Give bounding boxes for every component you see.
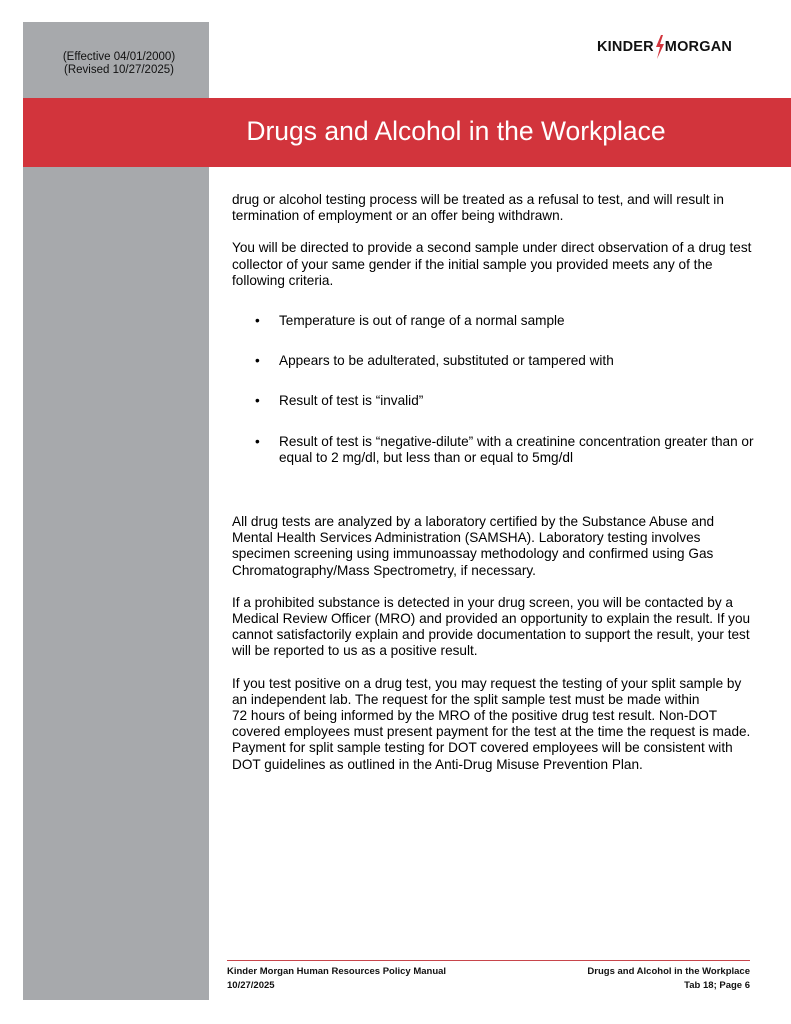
- list-item: • Result of test is “negative-dilute” with a creatinine concentration greater than or equal to 2 mg/dl, but less than or equal to 5mg/dl: [232, 434, 754, 466]
- paragraph-refusal: drug or alcohol testing process will be treated as a refusal to test, and will result in termination of employment or an offer being withdrawn.: [232, 192, 724, 224]
- footer-divider: [227, 960, 750, 961]
- sidebar-gray-band: [23, 22, 209, 1000]
- footer-page: Tab 18; Page 6: [684, 980, 750, 991]
- list-item: • Temperature is out of range of a normal sample: [232, 313, 754, 329]
- page-title: Drugs and Alcohol in the Workplace: [246, 116, 666, 146]
- logo-text-left: KINDER: [597, 39, 654, 55]
- footer-date: 10/27/2025: [227, 980, 275, 991]
- lightning-bolt-icon: [654, 35, 665, 59]
- split-sample-line2: 72 hours of being informed by the MRO of the positive drug test result. Non-DOT covered employees must present payment for the test at the time the request is made. Payment for split sample testing for DOT covered employees will be consistent with DOT guidelines as outlined in the Anti-Drug Misuse Prevention Plan.: [232, 708, 751, 772]
- effective-date: (Effective 04/01/2000): [62, 51, 176, 63]
- revised-date: (Revised 10/27/2025): [64, 64, 174, 76]
- paragraph-second-sample: You will be directed to provide a second sample under direct observation of a drug test collector of your same gender if the initial sample you provided meets any of the following criteria.: [232, 240, 752, 288]
- paragraph-split-sample: [232, 676, 754, 773]
- paragraph-laboratory: All drug tests are analyzed by a laboratory certified by the Substance Abuse and Mental Health Services Administration (SAMSHA). Laboratory testing involves specimen screening using immunoassay methodology and confirmed using Gas Chromatography/Mass Spectrometry, if necessary.: [232, 514, 715, 578]
- footer-section: Drugs and Alcohol in the Workplace: [587, 966, 750, 977]
- title-banner: [23, 98, 791, 167]
- split-sample-line1: If you test positive on a drug test, you may request the testing of your split sample by an independent lab. The request for the split sample test must be made within: [232, 675, 742, 707]
- effective-dates: [23, 51, 209, 77]
- list-item: • Result of test is “invalid”: [232, 393, 754, 409]
- company-logo: [597, 35, 747, 59]
- footer-manual: Kinder Morgan Human Resources Policy Manual: [227, 966, 447, 977]
- logo-text-right: MORGAN: [664, 39, 733, 55]
- paragraph-mro: If a prohibited substance is detected in your drug screen, you will be contacted by a Medical Review Officer (MRO) and provided an opportunity to explain the result. If you cannot satisfactorily explain and provide documentation to support the result, your test will be reported to us as a positive result.: [232, 594, 751, 659]
- policy-content: [232, 192, 754, 789]
- page-footer: [227, 965, 750, 993]
- criteria-list: [232, 313, 754, 466]
- list-item: • Appears to be adulterated, substituted or tampered with: [232, 353, 754, 369]
